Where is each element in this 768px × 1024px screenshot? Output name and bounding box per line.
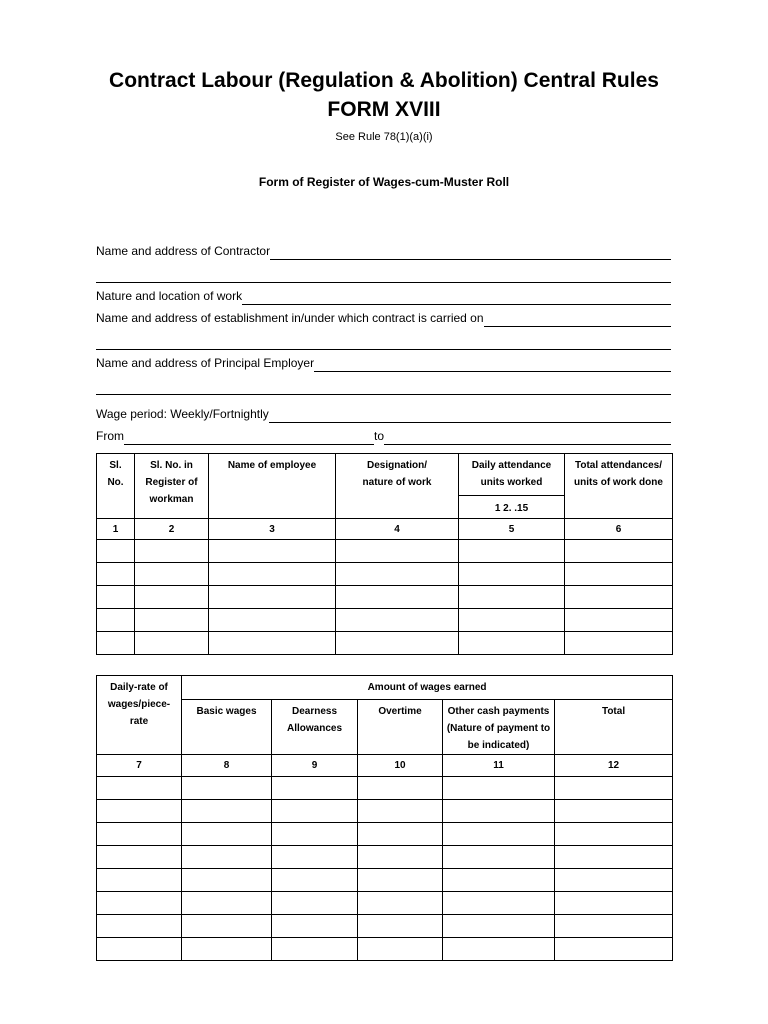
- header-amount-earned: Amount of wages earned: [182, 676, 673, 700]
- wage-period-field[interactable]: [96, 401, 671, 423]
- from-line[interactable]: [124, 429, 374, 445]
- contractor-line[interactable]: [270, 244, 671, 260]
- table-row[interactable]: [97, 846, 673, 869]
- table-row[interactable]: [97, 892, 673, 915]
- form-fields: [96, 238, 671, 445]
- header-sl-no: Sl. No.: [97, 454, 135, 519]
- header-daily-attendance: Daily attendance units worked 1 2. .15: [459, 454, 565, 519]
- column-numbers-row: 1 2 3 4 5 6: [97, 519, 673, 540]
- table-row[interactable]: [97, 823, 673, 846]
- contractor-label: Name and address of Contractor: [96, 244, 271, 258]
- wage-period-line[interactable]: [269, 407, 671, 423]
- table-row[interactable]: [97, 915, 673, 938]
- table-row[interactable]: [97, 800, 673, 823]
- header-total-attendance: Total attendances/ units of work done: [565, 454, 673, 519]
- contractor-line-2[interactable]: [96, 267, 671, 283]
- principal-employer-label: Name and address of Principal Employer: [96, 356, 315, 370]
- from-label: From: [96, 429, 124, 443]
- table-row[interactable]: [97, 869, 673, 892]
- wage-period-label: Wage period: Weekly/Fortnightly: [96, 407, 269, 421]
- header-total: Total: [555, 700, 673, 755]
- table-row[interactable]: [97, 609, 673, 632]
- form-title: [0, 66, 768, 124]
- nature-location-line[interactable]: [242, 289, 671, 305]
- attendance-table: [96, 453, 673, 655]
- table-row[interactable]: [97, 586, 673, 609]
- title-line-2: FORM XVIII: [327, 98, 441, 121]
- header-designation: Designation/ nature of work: [336, 454, 459, 519]
- wages-table: [96, 675, 673, 961]
- to-label: to: [374, 429, 385, 443]
- principal-employer-line[interactable]: [314, 356, 671, 372]
- establishment-line-2[interactable]: [96, 334, 671, 350]
- nature-location-label: Nature and location of work: [96, 289, 243, 303]
- header-sl-no-register: Sl. No. in Register of workman: [135, 454, 209, 519]
- establishment-label: Name and address of establishment in/under which contract is carried on: [96, 311, 484, 325]
- header-other-cash: Other cash payments (Nature of payment to be indicated): [443, 700, 555, 755]
- header-dearness: Dearness Allowances: [272, 700, 358, 755]
- header-daily-rate: Daily-rate of wages/piece- rate: [97, 676, 182, 755]
- rule-reference: See Rule 78(1)(a)(i): [335, 131, 433, 143]
- header-basic-wages: Basic wages: [182, 700, 272, 755]
- header-employee-name: Name of employee: [209, 454, 336, 519]
- principal-employer-field[interactable]: [96, 350, 671, 372]
- table-row[interactable]: [97, 540, 673, 563]
- column-numbers-row: 7 8 9 10 11 12: [97, 755, 673, 777]
- title-line-1: Contract Labour (Regulation & Abolition) Central Rules: [109, 69, 659, 92]
- principal-employer-line-2[interactable]: [96, 379, 671, 395]
- table-row[interactable]: [97, 777, 673, 800]
- form-heading: Form of Register of Wages-cum-Muster Roll: [258, 175, 510, 189]
- daily-attendance-sub: 1 2. .15: [459, 495, 564, 517]
- contractor-field[interactable]: [96, 238, 671, 260]
- establishment-line[interactable]: [484, 311, 671, 327]
- to-line[interactable]: [384, 429, 671, 445]
- table-row[interactable]: [97, 563, 673, 586]
- date-range-field[interactable]: [96, 423, 671, 445]
- table-row[interactable]: [97, 632, 673, 655]
- establishment-field[interactable]: [96, 305, 671, 327]
- table-row[interactable]: [97, 938, 673, 961]
- nature-location-field[interactable]: [96, 283, 671, 305]
- header-overtime: Overtime: [358, 700, 443, 755]
